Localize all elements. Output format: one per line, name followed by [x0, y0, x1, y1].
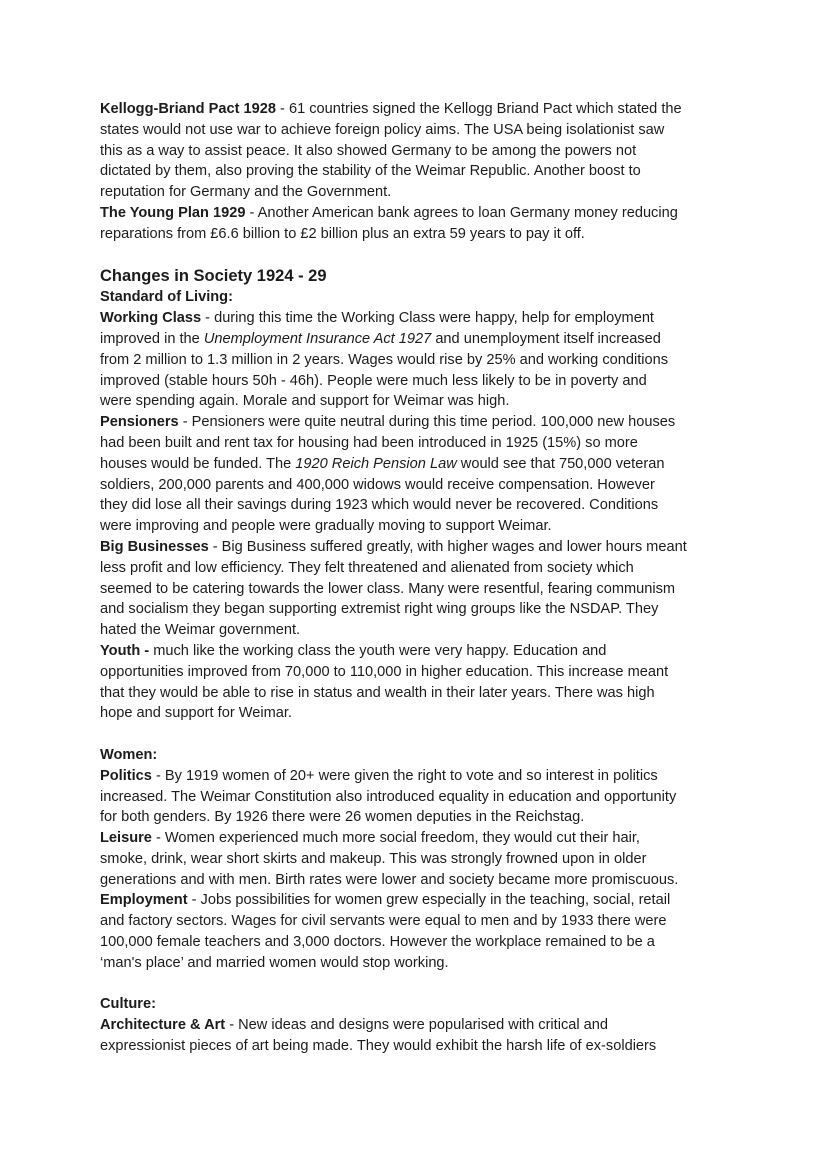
text-run: they did lose all their savings during 1923 which would never be recovered. Conditions [100, 497, 659, 514]
text-line [100, 683, 740, 704]
text-line [100, 99, 740, 120]
subsection-heading: Culture: [100, 996, 156, 1013]
text-run: reparations from £6.6 billion to £2 billion plus an extra 59 years to pay it off. [100, 225, 585, 242]
text-run: states would not use war to achieve foreign policy aims. The USA being isolationist saw [100, 121, 665, 138]
text-run: - Big Business suffered greatly, with higher wages and lower hours meant [208, 538, 687, 555]
paragraph [100, 641, 740, 724]
text-run: - By 1919 women of 20+ were given the right to vote and so interest in politics [151, 767, 658, 784]
subsection-heading: Women: [100, 746, 158, 763]
subsection-heading: Standard of Living: [100, 289, 233, 306]
text-run: this as a way to assist peace. It also showed Germany to be among the powers not [100, 142, 637, 159]
text-run: soldiers, 200,000 parents and 400,000 widows would receive compensation. However [100, 476, 655, 493]
text-line [100, 662, 740, 683]
text-line [100, 620, 740, 641]
text-run: increased. The Weimar Constitution also introduced equality in education and opportunity [100, 788, 677, 805]
paragraph [100, 537, 740, 641]
text-run: - New ideas and designs were popularised with critical and [225, 1017, 609, 1034]
text-run: opportunities improved from 70,000 to 110,000 in higher education. This increase meant [100, 663, 669, 680]
text-run: - Women experienced much more social freedom, they would cut their hair, [151, 830, 640, 847]
paragraph-lead: Pensioners [100, 414, 179, 431]
text-run: for both genders. By 1926 there were 26 women deputies in the Reichstag. [100, 809, 585, 826]
text-run: generations and with men. Birth rates were lower and society became more promiscuous. [100, 871, 679, 888]
text-line [100, 579, 740, 600]
paragraph-lead: Big Businesses [100, 538, 209, 555]
text-line [100, 911, 740, 932]
text-line [100, 371, 740, 392]
text-line [100, 391, 740, 412]
text-line [100, 890, 740, 911]
text-run: hope and support for Weimar. [100, 705, 292, 722]
text-line [100, 308, 740, 329]
blank-line [100, 724, 740, 745]
text-run: houses would be funded. The [100, 455, 296, 472]
text-line [100, 537, 740, 558]
text-line [100, 932, 740, 953]
text-line [100, 141, 740, 162]
paragraph [100, 828, 740, 890]
text-line [100, 849, 740, 870]
text-line [100, 120, 740, 141]
paragraph-lead: Leisure [100, 830, 152, 847]
paragraph [100, 99, 740, 203]
paragraph [100, 412, 740, 537]
italic-title: 1920 Reich Pension Law [295, 455, 457, 472]
text-line [100, 641, 740, 662]
text-line [100, 412, 740, 433]
paragraph-lead: Employment [100, 892, 188, 909]
text-run: less profit and low efficiency. They felt threatened and alienated from society which [100, 559, 634, 576]
text-run: 100,000 female teachers and 3,000 doctors. However the workplace remained to be a [100, 934, 655, 951]
text-line [100, 1015, 740, 1036]
text-run: improved (stable hours 50h - 46h). People were much less likely to be in poverty and [100, 372, 647, 389]
paragraph-lead: Working Class [100, 310, 202, 327]
text-line [100, 599, 740, 620]
text-run: reputation for Germany and the Government. [100, 184, 392, 201]
text-line [100, 182, 740, 203]
document-page [100, 99, 740, 1057]
text-line [100, 329, 740, 350]
blank-line [100, 245, 740, 266]
text-run: smoke, drink, wear short skirts and makeup. This was strongly frowned upon in older [100, 850, 647, 867]
text-run: would see that 750,000 veteran [456, 455, 665, 472]
text-line [100, 787, 740, 808]
text-run: improved in the [100, 330, 204, 347]
section-heading: Changes in Society 1924 - 29 [100, 267, 327, 286]
text-line [100, 454, 740, 475]
text-line [100, 870, 740, 891]
text-run: were spending again. Morale and support for Weimar was high. [100, 393, 510, 410]
text-line [100, 161, 740, 182]
text-run: - 61 countries signed the Kellogg Briand Pact which stated the [276, 101, 682, 117]
text-run: from 2 million to 1.3 million in 2 years. Wages would rise by 25% and working conditions [100, 351, 669, 368]
text-line [100, 495, 740, 516]
paragraph [100, 308, 740, 412]
text-run: - Jobs possibilities for women grew especially in the teaching, social, retail [187, 892, 671, 909]
italic-title: Unemployment Insurance Act 1927 [203, 330, 432, 347]
paragraph [100, 766, 740, 828]
text-line [100, 828, 740, 849]
paragraph-lead: Politics [100, 767, 152, 784]
text-run: had been built and rent tax for housing had been introduced in 1925 (15%) so more [100, 434, 638, 451]
paragraph [100, 890, 740, 973]
text-line [100, 953, 740, 974]
text-line [100, 1036, 740, 1057]
text-run: hated the Weimar government. [100, 622, 301, 639]
text-line [100, 807, 740, 828]
text-run: that they would be able to rise in status and wealth in their later years. There was high [100, 684, 655, 701]
text-line [100, 203, 740, 224]
text-line [100, 558, 740, 579]
text-line [100, 475, 740, 496]
text-line [100, 433, 740, 454]
paragraph-lead: Youth - [100, 642, 150, 659]
text-run: and factory sectors. Wages for civil servants were equal to men and by 1933 there were [100, 913, 667, 930]
paragraph [100, 203, 740, 245]
text-run: were improving and people were gradually moving to support Weimar. [100, 518, 552, 535]
paragraph [100, 1015, 740, 1057]
text-line [100, 703, 740, 724]
text-run: expressionist pieces of art being made. They would exhibit the harsh life of ex-soldiers [100, 1038, 657, 1055]
text-line [100, 516, 740, 537]
text-run: - Pensioners were quite neutral during this time period. 100,000 new houses [178, 414, 676, 431]
paragraph-lead: Kellogg-Briand Pact 1928 [100, 101, 276, 117]
text-run: and socialism they began supporting extremist right wing groups like the NSDAP. They [100, 601, 659, 618]
text-run: ‘man's place’ and married women would stop working. [100, 954, 449, 971]
text-run: and unemployment itself increased [431, 330, 661, 347]
text-line [100, 766, 740, 787]
text-run: - during this time the Working Class were happy, help for employment [201, 310, 654, 327]
blank-line [100, 974, 740, 995]
text-run: seemed to be catering towards the lower class. Many were resentful, fearing communism [100, 580, 676, 597]
text-run: dictated by them, also proving the stability of the Weimar Republic. Another boost to [100, 163, 641, 180]
text-run: much like the working class the youth were very happy. Education and [149, 642, 607, 659]
text-run: - Another American bank agrees to loan Germany money reducing [245, 204, 678, 221]
text-line [100, 350, 740, 371]
paragraph-lead: The Young Plan 1929 [100, 204, 246, 221]
paragraph-lead: Architecture & Art [100, 1017, 226, 1034]
text-line [100, 224, 740, 245]
